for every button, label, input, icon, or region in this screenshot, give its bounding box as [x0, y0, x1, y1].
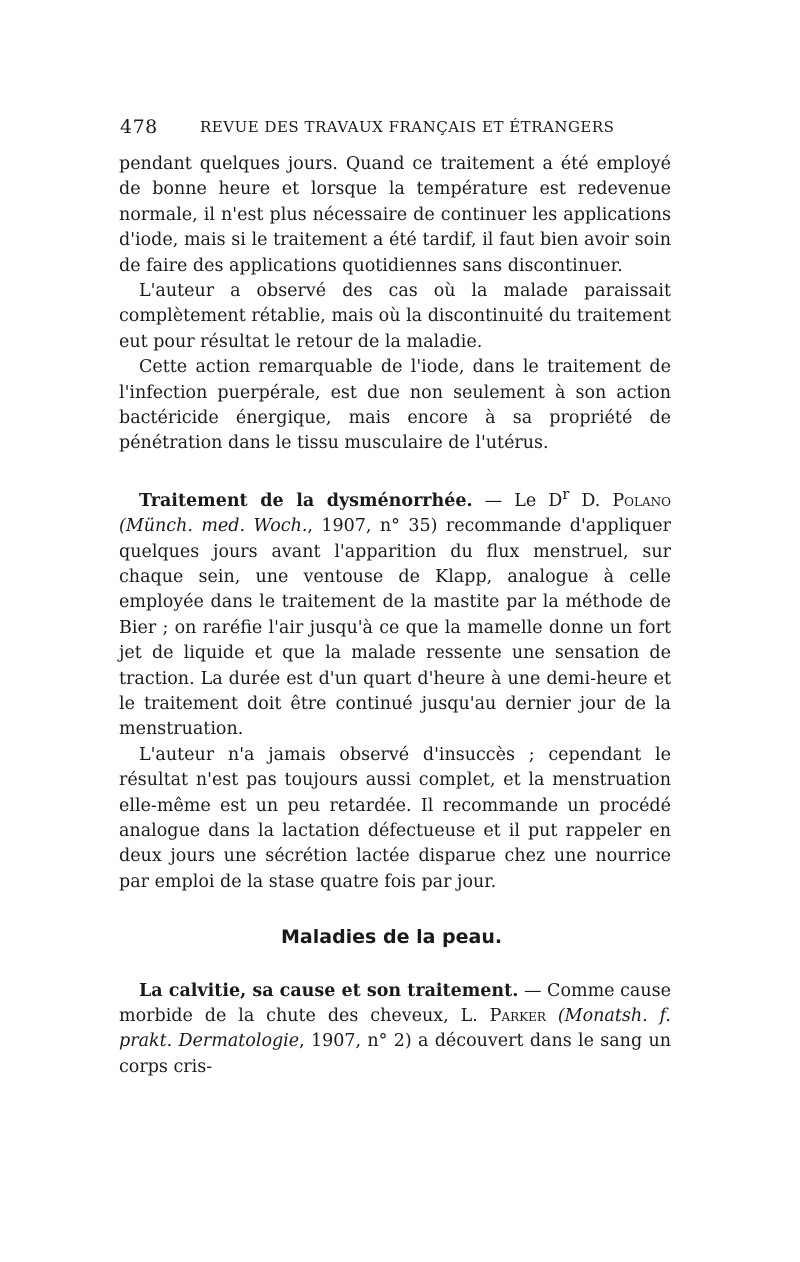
continued-paragraph-1: pendant quelques jours. Quand ce traitement a été employé de bonne heure et lorsque la température est redevenue normale, il n'est plus nécessaire de continuer les applications d'iode, mais si le traitement a été tardif, il faut bien avoir soin de faire des applications quotidiennes sans discontinuer. [119, 154, 671, 276]
article-calvitie-paragraph [119, 979, 671, 1081]
article-dysmenorrhee-paragraph-2: L'auteur n'a jamais observé d'insuccès ; cependant le résultat n'est pas toujours aussi complet, et la menstruation elle-même est un peu retardée. Il recommande un procédé analogue dans la lactation défectueuse et il put rappeler en deux jours une sécrétion lactée disparue chez une nourrice par emploi de la stase quatre fois par jour. [119, 744, 671, 892]
continued-paragraph-3: Cette action remarquable de l'iode, dans le traitement de l'infection puerpérale, est due non seulement à son action bactéricide énergique, mais encore à sa propriété de pénétration dans le tissu musculaire de l'utérus. [119, 357, 671, 454]
section-title: Maladies de la peau. [281, 926, 503, 949]
page-header [120, 116, 680, 140]
article-text: a découvert dans le sang un corps cris- [119, 1031, 671, 1077]
article-title: La calvitie, sa cause et son traitement. [139, 980, 519, 1001]
journal-name: (Monatsh. f. prakt. Dermatologie [119, 1006, 671, 1052]
citation: , 1907, n° 35) [307, 516, 438, 537]
citation: , 1907, n° 2) [299, 1031, 412, 1052]
article-text: recommande d'appliquer quelques jours avant l'apparition du flux menstruel, sur chaque sein, une ventouse de Klapp, analogue à celle employée dans le traitement de la mastite par la méthode de Bier ; on raréfie l'air jusqu'à ce que la mamelle donne un fort jet de liquide et que la malade ressente une sensation de traction. La durée est d'un quart d'heure à une demi-heure et le traitement doit être continué jusqu'au dernier jour de la menstruation. [119, 516, 671, 740]
author-name: D. Polano [569, 490, 671, 511]
page-body [119, 152, 671, 1080]
article-dysmenorrhee-paragraph-1 [119, 482, 671, 743]
continued-paragraph-2: L'auteur a observé des cas où la malade paraissait complètement rétablie, mais où la discontinuité du traitement eut pour résultat le retour de la maladie. [119, 281, 671, 352]
article-title: Traitement de la dysménorrhée. [139, 490, 473, 511]
author-name: Parker [477, 1006, 546, 1027]
spacer [119, 457, 671, 482]
page-number: 478 [120, 116, 158, 138]
running-title: REVUE DES TRAVAUX FRANÇAIS ET ÉTRANGERS [200, 118, 615, 136]
journal-name: (Münch. med. Woch. [119, 516, 308, 537]
dr-superscript: r [562, 485, 570, 503]
article-dash: — Comme cause morbide de la chute des cheveux, L. [119, 980, 671, 1027]
article-dash: — Le D [472, 490, 563, 511]
